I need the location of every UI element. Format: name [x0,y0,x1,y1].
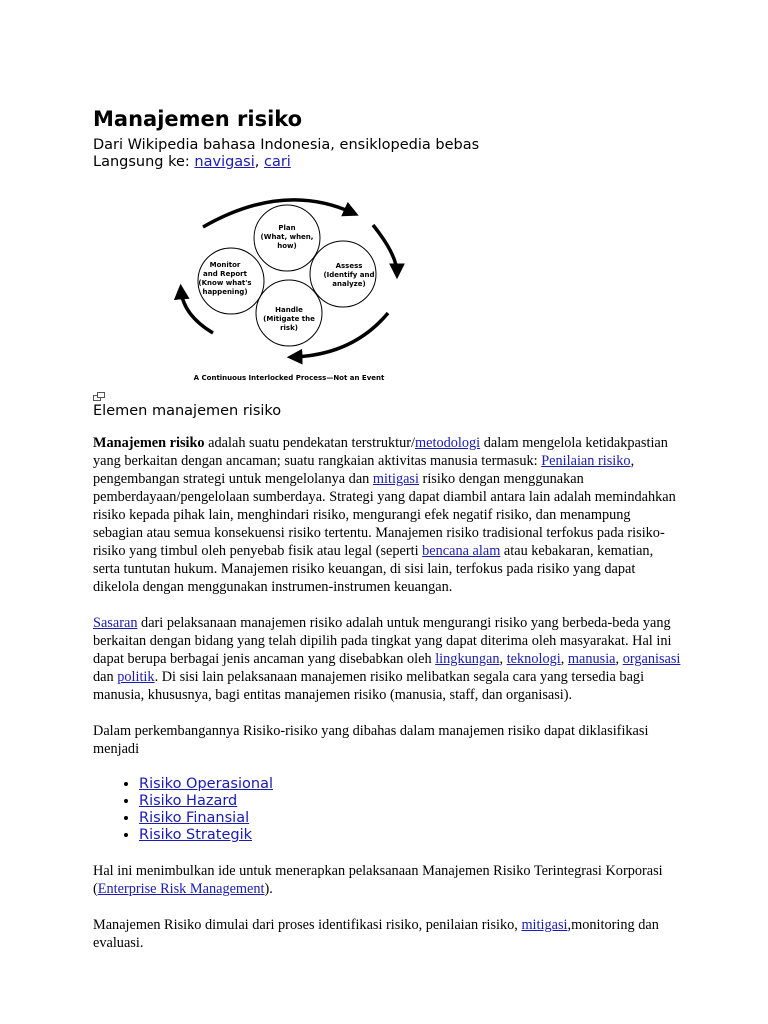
monitor-label-2: and Report [203,270,247,278]
monitor-label-4: happening) [202,288,248,296]
article [93,105,683,951]
subtitle: Dari Wikipedia bahasa Indonesia, ensiklopedia bebas [93,137,480,153]
assess-label-2: (Identify and [323,271,375,279]
risk-list [93,776,683,844]
link-teknologi[interactable]: teknologi [506,651,561,667]
link-risiko-hazard[interactable]: Risiko Hazard [139,793,238,809]
cycle-arrow-left [181,290,213,333]
page-title: Manajemen risiko [93,107,303,131]
paragraph-process: Manajemen Risiko dimulai dari proses identifikasi risiko, penilaian risiko, mitigasi,monitoring dan evaluasi. [93,917,659,951]
plan-label-1: Plan [278,224,296,232]
navigation-link[interactable]: navigasi [194,154,255,170]
handle-label-1: Handle [275,306,303,314]
link-manusia[interactable]: manusia [567,651,616,667]
link-bencana-alam[interactable]: bencana alam [422,543,501,559]
handle-label-2: (Mitigate the [263,315,315,323]
plan-label-3: how) [277,242,297,250]
assess-label-1: Assess [335,262,363,270]
handle-label-3: risk) [280,324,298,332]
paragraph-classification: Dalam perkembangannya Risiko-risiko yang dibahas dalam manajemen risiko dapat diklasifikasi menjadi [93,723,649,757]
link-risiko-operasional[interactable]: Risiko Operasional [139,776,273,792]
link-politik[interactable]: politik [117,669,155,685]
plan-label-2: (What, when, [260,233,314,241]
paragraph-goal: Sasaran dari pelaksanaan manajemen risiko adalah untuk mengurangi risiko yang berbeda-beda yang berkaitan dengan bidang yang telah dipilih pada tingkat yang dapat diterima oleh masyarakat. Hal ini dapat berupa berbagai jenis ancaman yang disebabkan oleh lingkungan, teknologi, manusia, organisasi dan politik. Di sisi lain pelaksanaan manajemen risiko melibatkan segala cara yang tersedia bagi manusia, khususnya, bagi entitas manajemen risiko (manusia, staff, dan organisasi). [93,615,681,703]
diagram-caption: A Continuous Interlocked Process—Not an Event [193,374,385,382]
link-mitigasi-2[interactable]: mitigasi [521,917,568,933]
list-item [139,827,683,844]
enlarge-icon[interactable] [93,392,105,401]
article-body [93,434,683,970]
link-enterprise-risk-management[interactable]: Enterprise Risk Management [97,881,265,897]
search-link[interactable]: cari [263,154,291,170]
list-item [139,776,683,793]
link-metodologi[interactable]: metodologi [415,435,481,451]
link-penilaian-risiko[interactable]: Penilaian risiko [541,453,631,469]
link-risiko-finansial[interactable]: Risiko Finansial [139,810,250,826]
paragraph-erm: Hal ini menimbulkan ide untuk menerapkan pelaksanaan Manajemen Risiko Terintegrasi Korporasi (Enterprise Risk Management). [93,863,663,897]
cycle-arrow-right [373,225,397,273]
jump-links: Langsung ke: navigasi, cari [93,154,291,170]
risk-cycle-diagram [173,185,413,385]
cycle-arrow-top [203,200,353,227]
link-risiko-strategik[interactable]: Risiko Strategik [139,827,253,843]
link-sasaran[interactable]: Sasaran [93,615,138,631]
monitor-label-3: (Know what's [198,279,252,287]
paragraph-definition: Manajemen risiko adalah suatu pendekatan terstruktur/metodologi dalam mengelola ketidakpastian yang berkaitan dengan ancaman; suatu rangkaian aktivitas manusia termasuk: Penilaian risiko, pengembangan strategi untuk mengelolanya dan mitigasi risiko dengan menggunakan pemberdayaan/pengelolaan sumberdaya. Strategi yang dapat diambil antara lain adalah memindahkan risiko kepada pihak lain, menghindari risiko, mengurangi efek negatif risiko, dan menampung sebagian atau semua konsekuensi risiko tertentu. Manajemen risiko tradisional terfokus pada risiko-risiko yang timbul oleh penyebab fisik atau legal (seperti bencana alam atau kebakaran, kematian, serta tuntutan hukum. Manajemen risiko keuangan, di sisi lain, terfokus pada risiko yang dapat dikelola dengan menggunakan instrumen-instrumen keuangan. [93,435,676,595]
assess-label-3: analyze) [332,280,366,288]
figure-caption: Elemen manajemen risiko [93,403,282,419]
link-lingkungan[interactable]: lingkungan [435,651,500,667]
list-item [139,793,683,810]
monitor-label-1: Monitor [209,261,241,269]
link-organisasi[interactable]: organisasi [622,651,681,667]
figure-caption-row [93,392,493,420]
link-mitigasi[interactable]: mitigasi [372,471,419,487]
list-item [139,810,683,827]
